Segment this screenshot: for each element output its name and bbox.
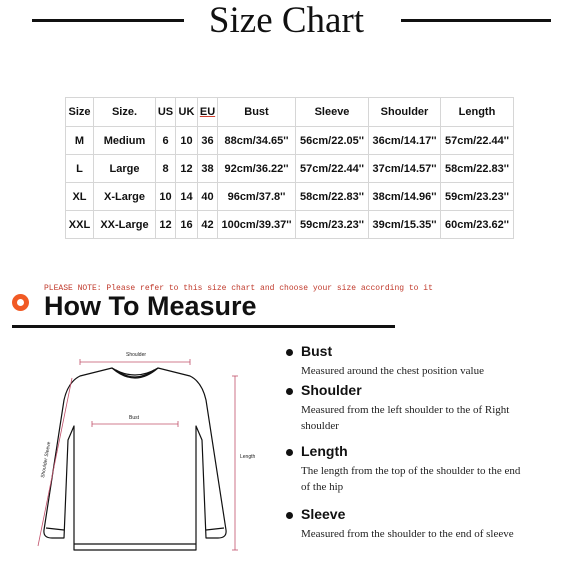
cell-sleeve: 58cm/22.83'' <box>296 183 369 211</box>
cell-shoulder: 36cm/14.17'' <box>369 127 441 155</box>
page-title: Size Chart <box>208 0 365 41</box>
header-size: Size <box>66 98 94 127</box>
def-term: Sleeve <box>301 506 346 522</box>
sweater-diagram <box>30 340 280 565</box>
diagram-label-length: Length <box>240 454 256 460</box>
diagram-label-bust: Bust <box>129 415 140 421</box>
cell-eu: 36 <box>198 127 218 155</box>
def-desc: Measured from the left shoulder to the of Right shoulder <box>301 404 510 432</box>
cell-sleeve: 56cm/22.05'' <box>296 127 369 155</box>
size-note: PLEASE NOTE: Please refer to this size chart and choose your size according to it <box>44 284 433 293</box>
cell-eu: 40 <box>198 183 218 211</box>
def-desc: The length from the top of the shoulder to the end of the hip <box>301 465 521 493</box>
bullet-icon <box>286 449 293 456</box>
cell-bust: 88cm/34.65'' <box>218 127 296 155</box>
cell-uk: 14 <box>176 183 198 211</box>
cell-uk: 10 <box>176 127 198 155</box>
size-table <box>65 97 514 239</box>
cell-us: 10 <box>156 183 176 211</box>
cell-sleeve: 59cm/23.23'' <box>296 211 369 239</box>
cell-size-name: Large <box>94 155 156 183</box>
cell-size: XL <box>66 183 94 211</box>
bullet-icon <box>286 512 293 519</box>
cell-shoulder: 39cm/15.35'' <box>369 211 441 239</box>
cell-sleeve: 57cm/22.44'' <box>296 155 369 183</box>
cell-size-name: X-Large <box>94 183 156 211</box>
cell-length: 57cm/22.44'' <box>441 127 514 155</box>
cell-us: 8 <box>156 155 176 183</box>
cell-bust: 100cm/39.37'' <box>218 211 296 239</box>
def-term: Length <box>301 443 348 459</box>
cell-length: 58cm/22.83'' <box>441 155 514 183</box>
cell-size: L <box>66 155 94 183</box>
header-shoulder: Shoulder <box>369 98 441 127</box>
cell-length: 59cm/23.23'' <box>441 183 514 211</box>
header-size-name: Size. <box>94 98 156 127</box>
cell-length: 60cm/23.62'' <box>441 211 514 239</box>
diagram-label-shoulder: Shoulder <box>126 352 147 358</box>
header-uk: UK <box>176 98 198 127</box>
cell-bust: 92cm/36.22'' <box>218 155 296 183</box>
def-term: Bust <box>301 343 333 359</box>
header-bust: Bust <box>218 98 296 127</box>
def-term: Shoulder <box>301 382 362 398</box>
diagram-label-shoulder-sleeve: Shoulder Sleeve <box>40 441 53 479</box>
cell-us: 6 <box>156 127 176 155</box>
cell-size: XXL <box>66 211 94 239</box>
cell-shoulder: 37cm/14.57'' <box>369 155 441 183</box>
table-row <box>66 211 514 239</box>
cell-shoulder: 38cm/14.96'' <box>369 183 441 211</box>
cell-size: M <box>66 127 94 155</box>
cell-uk: 16 <box>176 211 198 239</box>
header-eu: EU <box>198 98 218 127</box>
header-length: Length <box>441 98 514 127</box>
def-desc: Measured from the shoulder to the end of sleeve <box>301 528 514 540</box>
bullet-icon <box>286 349 293 356</box>
header-sleeve: Sleeve <box>296 98 369 127</box>
table-row <box>66 155 514 183</box>
def-desc: Measured around the chest position value <box>301 365 484 377</box>
target-circle-icon <box>12 294 29 311</box>
how-to-measure-underline <box>12 325 395 328</box>
cell-size-name: Medium <box>94 127 156 155</box>
cell-eu: 38 <box>198 155 218 183</box>
cell-us: 12 <box>156 211 176 239</box>
cell-bust: 96cm/37.8'' <box>218 183 296 211</box>
table-row <box>66 183 514 211</box>
table-row <box>66 127 514 155</box>
header-us: US <box>156 98 176 127</box>
cell-size-name: XX-Large <box>94 211 156 239</box>
sweater-outline-icon <box>44 368 226 550</box>
how-to-measure-title: How To Measure <box>44 291 257 321</box>
cell-eu: 42 <box>198 211 218 239</box>
cell-uk: 12 <box>176 155 198 183</box>
bullet-icon <box>286 388 293 395</box>
table-header-row <box>66 98 514 127</box>
